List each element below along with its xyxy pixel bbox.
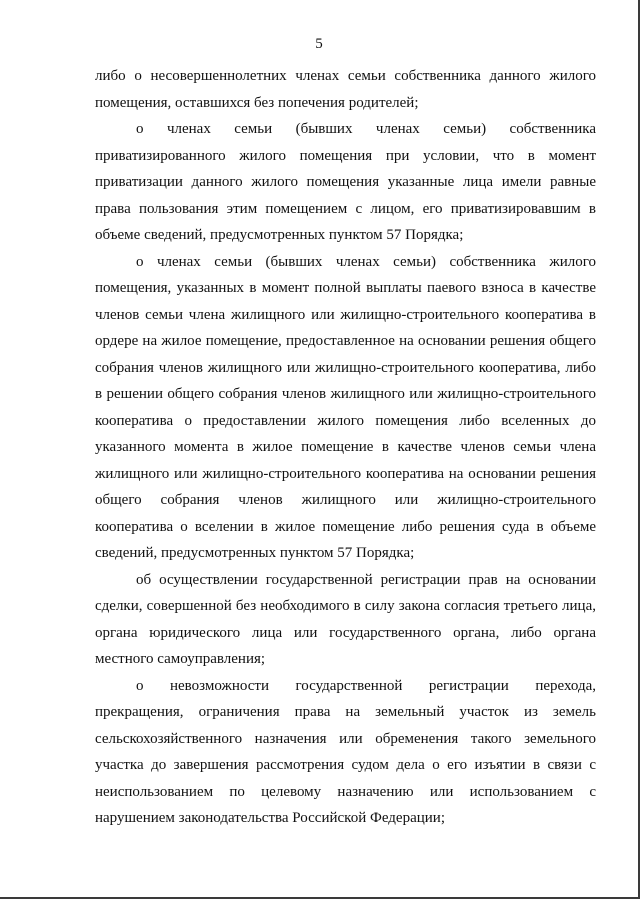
paragraph-registration-without-consent: об осуществлении государственной регистрации прав на основании сделки, совершенной без необходимого в силу закона согласия третьего лица, органа юридического лица или государственного органа, либо органа местного самоуправления; bbox=[95, 571, 596, 667]
paragraph-continuation: либо о несовершеннолетних членах семьи собственника данного жилого помещения, оставшихся без попечения родителей; bbox=[95, 68, 596, 111]
paragraph-cooperative-members: о членах семьи (бывших членах семьи) собственника жилого помещения, указанных в момент полной выплаты паевого взноса в качестве членов семьи члена жилищного или жилищно-строительного кооператива в ордере на жилое помещение, предоставленное на основании решения общего собрания членов жилищного или жилищно-строительного кооператива, либо в решении общего собрания членов жилищного или жилищно-строительного кооператива о предоставлении жилого помещения либо вселенных до указанного момента в жилое помещение в качестве членов семьи члена жилищного или жилищно-строительного кооператива на основании решения общего собрания членов жилищного или жилищно-строительного кооператива о вселении в жилое помещение либо решения суда в объеме сведений, предусмотренных пунктом 57 Порядка; bbox=[95, 253, 596, 561]
page-number: 5 bbox=[315, 36, 323, 52]
document-body bbox=[95, 63, 596, 832]
paragraph-agricultural-land: о невозможности государственной регистрации перехода, прекращения, ограничения права на земельный участок из земель сельскохозяйственного назначения или обременения такого земельного участка до завершения рассмотрения судом дела о его изъятии в связи с неиспользованием по целевому назначению или использованием с нарушением законодательства Российской Федерации; bbox=[95, 677, 596, 826]
paragraph-privatized-housing: о членах семьи (бывших членах семьи) собственника приватизированного жилого помещения при условии, что в момент приватизации данного жилого помещения указанные лица имели равные права пользования этим помещением с лицом, его приватизировавшим в объеме сведений, предусмотренных пунктом 57 Порядка; bbox=[95, 121, 596, 243]
